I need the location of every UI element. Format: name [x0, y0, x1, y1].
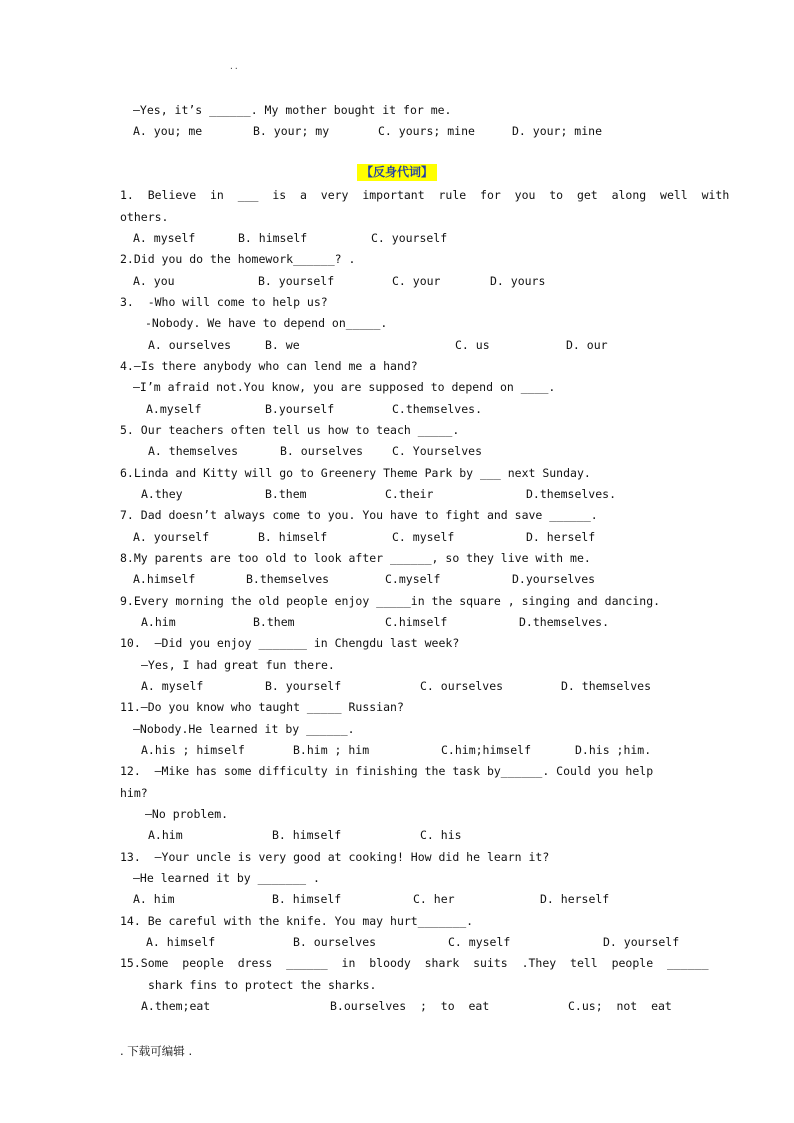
text-line: 10. —Did you enjoy _______ in Chengdu last week? [120, 636, 460, 650]
text-line: him? [120, 786, 148, 800]
text-line: C. yourself [371, 231, 448, 245]
text-line: —Yes, I had great fun there. [141, 658, 335, 672]
text-line: B. himself [272, 892, 342, 906]
text-line: D. herself [540, 892, 610, 906]
text-line: 8.My parents are too old to look after ______, so they live with me. [120, 551, 591, 565]
text-line: D.themselves. [526, 487, 617, 501]
text-line: C. myself [448, 935, 511, 949]
text-line: 5. Our teachers often tell us how to teach _____. [120, 423, 460, 437]
text-line: A.him [148, 828, 183, 842]
text-line: —I’m afraid not.You know, you are supposed to depend on ____. [133, 380, 556, 394]
text-line: A.them;eat [141, 999, 211, 1013]
text-line: B. yourself [265, 679, 342, 693]
text-line: D. themselves [561, 679, 652, 693]
text-line: 3. -Who will come to help us? [120, 295, 328, 309]
text-line: B.ourselves ; to eat [330, 999, 490, 1013]
text-line: A. you; me [133, 124, 203, 138]
text-line: D.his ;him. [575, 743, 652, 757]
text-line: B.themselves [246, 572, 330, 586]
text-line: D. yourself [603, 935, 680, 949]
text-line: A.his ; himself [141, 743, 245, 757]
text-line: C. ourselves [420, 679, 504, 693]
text-line: C.us; not eat [568, 999, 672, 1013]
text-line: 6.Linda and Kitty will go to Greenery Theme Park by ___ next Sunday. [120, 466, 591, 480]
text-line: 1. Believe in ___ is a very important rule for you to get along well with [120, 188, 730, 202]
text-line: A. him [133, 892, 175, 906]
text-line: C.their [385, 487, 434, 501]
text-line: C.myself [385, 572, 441, 586]
text-line: D. our [566, 338, 608, 352]
text-line: 11.—Do you know who taught _____ Russian? [120, 700, 404, 714]
text-line: C. us [455, 338, 490, 352]
text-line: 15.Some people dress ______ in bloody shark suits .They tell people ______ [120, 956, 709, 970]
text-line: B.yourself [265, 402, 335, 416]
text-line: A. myself [133, 231, 196, 245]
top-mark: .. [229, 62, 239, 71]
text-line: B. himself [272, 828, 342, 842]
text-line: C. his [420, 828, 462, 842]
text-line: C.him;himself [441, 743, 532, 757]
page-footer: . 下载可编辑 . [120, 1044, 193, 1058]
text-line: 7. Dad doesn’t always come to you. You have to fight and save ______. [120, 508, 598, 522]
text-line: others. [120, 210, 169, 224]
text-line: —He learned it by _______ . [133, 871, 320, 885]
text-line: 4.—Is there anybody who can lend me a hand? [120, 359, 418, 373]
text-line: C. myself [392, 530, 455, 544]
text-line: A. yourself [133, 530, 210, 544]
text-line: D. yours [490, 274, 546, 288]
text-line: B.him ; him [293, 743, 370, 757]
text-line: D.yourselves [512, 572, 596, 586]
text-line: C. your [392, 274, 441, 288]
text-line: 14. Be careful with the knife. You may hurt_______. [120, 914, 474, 928]
text-line: —Nobody.He learned it by ______. [133, 722, 355, 736]
text-line: A. ourselves [148, 338, 232, 352]
text-line: C. her [413, 892, 455, 906]
text-line: B.them [265, 487, 307, 501]
text-line: B. himself [238, 231, 308, 245]
text-line: B. ourselves [293, 935, 377, 949]
text-line: A.him [141, 615, 176, 629]
text-line: B.them [253, 615, 295, 629]
text-line: —Yes, it’s ______. My mother bought it for me. [133, 103, 452, 117]
text-line: D. your; mine [512, 124, 603, 138]
text-line: B. himself [258, 530, 328, 544]
text-line: 13. —Your uncle is very good at cooking! How did he learn it? [120, 850, 550, 864]
text-line: shark fins to protect the sharks. [148, 978, 377, 992]
text-line: 9.Every morning the old people enjoy _____in the square , singing and dancing. [120, 594, 661, 608]
text-line: B. ourselves [280, 444, 364, 458]
section-title: 【反身代词】 [357, 164, 437, 181]
text-line: A. himself [146, 935, 216, 949]
text-line: C.themselves. [392, 402, 483, 416]
text-line: D.themselves. [519, 615, 610, 629]
text-line: B. your; my [253, 124, 330, 138]
text-line: 2.Did you do the homework______? . [120, 252, 356, 266]
text-line: A. themselves [148, 444, 239, 458]
text-line: B. we [265, 338, 300, 352]
text-line: A. you [133, 274, 175, 288]
text-line: A.they [141, 487, 183, 501]
text-line: C. Yourselves [392, 444, 483, 458]
text-line: —No problem. [145, 807, 229, 821]
text-line: C. yours; mine [378, 124, 475, 138]
text-line: B. yourself [258, 274, 335, 288]
text-line: 12. —Mike has some difficulty in finishing the task by______. Could you help [120, 764, 654, 778]
text-line: -Nobody. We have to depend on_____. [145, 316, 388, 330]
text-line: A. myself [141, 679, 204, 693]
text-line: D. herself [526, 530, 596, 544]
text-line: A.himself [133, 572, 196, 586]
text-line: A.myself [146, 402, 202, 416]
text-line: C.himself [385, 615, 448, 629]
